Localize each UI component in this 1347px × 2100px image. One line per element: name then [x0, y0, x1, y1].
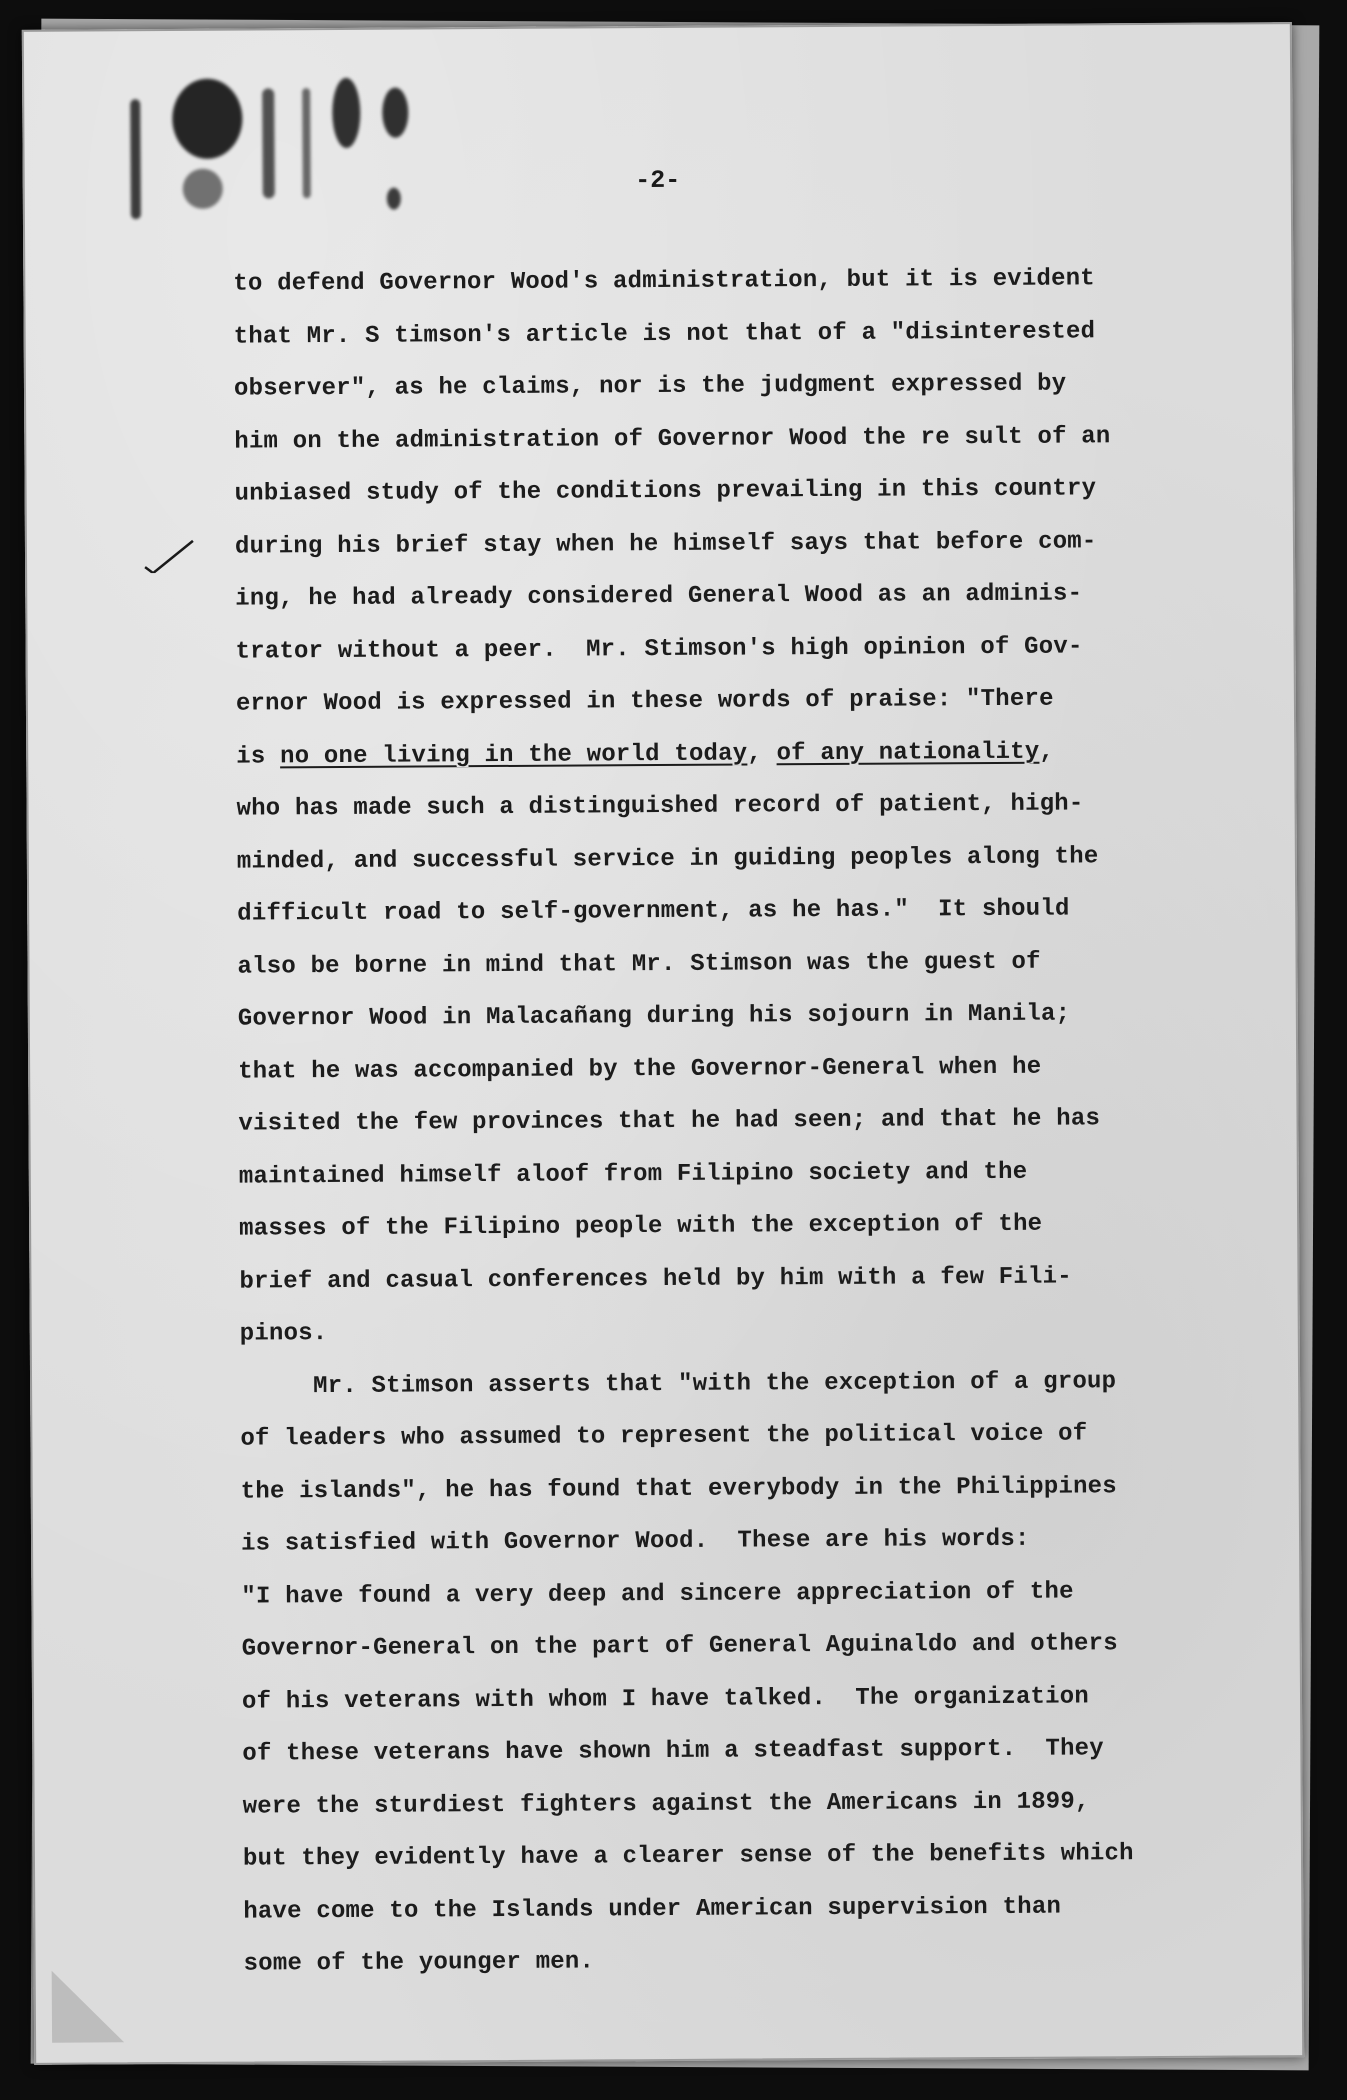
text-line: have come to the Islands under American supervision than [243, 1893, 1062, 1926]
text-line: but they evidently have a clearer sense of the benefits which [242, 1840, 1134, 1873]
underlined-phrase: no one living in the world today [279, 739, 748, 770]
typed-page [22, 22, 1304, 2065]
text-line: of his veterans with whom I have talked. The organization [241, 1682, 1090, 1716]
underlined-phrase-nationality: of any nationality [776, 738, 1040, 767]
text-line: minded, and successful service in guiding peoples along the [236, 842, 1099, 876]
text-line: brief and casual conferences held by him with a few Fili- [239, 1263, 1072, 1296]
text-line: "I have found a very deep and sincere appreciation of the [241, 1578, 1074, 1611]
text-line: that he was accompanied by the Governor-General when he [238, 1053, 1042, 1086]
text-line: of leaders who assumed to represent the political voice of [240, 1420, 1088, 1453]
text-line: is satisfied with Governor Wood. These are his words: [240, 1525, 1030, 1558]
quote-after: , [1039, 738, 1055, 766]
text-line: were the sturdiest fighters against the Americans in 1899, [242, 1787, 1090, 1821]
text-line: Mr. Stimson asserts that "with the exception of a group [240, 1367, 1117, 1401]
text-line: trator without a peer. Mr. Stimson's high opinion of Gov- [235, 632, 1083, 666]
checkmark-icon [143, 539, 195, 573]
text-line: him on the administration of Governor Wood the re sult of an [234, 422, 1111, 456]
text-line: during his brief stay when he himself says that before com- [234, 527, 1097, 561]
text-line: also be borne in mind that Mr. Stimson was the guest of [237, 948, 1041, 981]
body-text [233, 253, 1224, 1991]
text-line: ing, he had already considered General Wood as an adminis- [235, 580, 1083, 613]
quote-line [236, 725, 1216, 783]
ink-blot-stains [142, 67, 463, 249]
text-line: visited the few provinces that he had seen; and that he has [238, 1105, 1101, 1138]
text-line: maintained himself aloof from Filipino society and the [238, 1158, 1028, 1191]
text-line: Governor Wood in Malacañang during his sojourn in Manila; [237, 1000, 1071, 1033]
text-line: some of the younger men. [243, 1948, 595, 1978]
text-line: that Mr. S timson's article is not that of a "disinterested [233, 317, 1096, 351]
folded-corner [52, 1970, 124, 2042]
text-line: to defend Governor Wood's administration, but it is evident [233, 265, 1095, 298]
text-line: ernor Wood is expressed in these words of praise: "There [235, 685, 1054, 718]
text-line: difficult road to self-government, as he has." It should [237, 895, 1070, 928]
quote-middle: , [747, 739, 777, 767]
page-number: -2- [635, 165, 681, 196]
text-line: the islands", he has found that everybody in the Philippines [240, 1472, 1117, 1506]
text-line: unbiased study of the conditions prevailing in this country [234, 475, 1097, 508]
text-line: observer", as he claims, nor is the judgment expressed by [233, 370, 1067, 403]
text-line: Governor-General on the part of General Aguinaldo and others [241, 1630, 1118, 1663]
text-line: of these veterans have shown him a steadfast support. They [242, 1735, 1104, 1768]
quote-before: is [236, 742, 281, 771]
text-line: masses of the Filipino people with the exception of the [239, 1210, 1043, 1243]
text-line: who has made such a distinguished record of patient, high- [236, 790, 1084, 823]
text-line: pinos. [239, 1320, 328, 1348]
